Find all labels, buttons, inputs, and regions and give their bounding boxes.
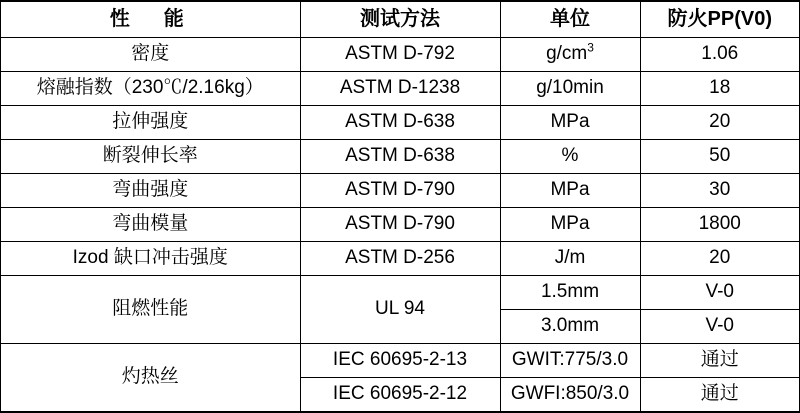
cell-method: ASTM D-638 [300,105,500,139]
cell-property: 弯曲模量 [0,207,300,241]
table-row [0,139,800,173]
cell-method: IEC 60695-2-13 [300,343,500,377]
cell-unit: 1.5mm [500,275,640,309]
cell-property: 断裂伸长率 [0,139,300,173]
cell-value: 1.06 [640,37,800,71]
cell-unit: % [500,139,640,173]
unit-text: g/cm [546,43,588,65]
cell-method: IEC 60695-2-12 [300,377,500,412]
cell-value: 1800 [640,207,800,241]
cell-unit: J/m [500,241,640,275]
header-value: 防火PP(V0) [640,1,800,37]
cell-value: 18 [640,71,800,105]
cell-property: Izod 缺口冲击强度 [0,241,300,275]
cell-method: ASTM D-256 [300,241,500,275]
cell-property: 密度 [0,37,300,71]
cell-method: ASTM D-1238 [300,71,500,105]
cell-value: V-0 [640,275,800,309]
cell-unit: MPa [500,105,640,139]
unit-superscript: 3 [587,40,594,55]
cell-unit: 3.0mm [500,309,640,343]
cell-value: 通过 [640,377,800,412]
cell-method: ASTM D-638 [300,139,500,173]
cell-property-glowwire: 灼热丝 [0,343,300,412]
cell-method: ASTM D-790 [300,173,500,207]
table-row [0,207,800,241]
header-property: 性 能 [0,1,300,37]
cell-property: 熔融指数（230℃/2.16kg） [0,71,300,105]
cell-method: ASTM D-792 [300,37,500,71]
table-header-row [0,1,800,37]
cell-value: 20 [640,105,800,139]
table-row [0,241,800,275]
cell-value: 通过 [640,343,800,377]
table-row [0,173,800,207]
cell-unit: MPa [500,173,640,207]
cell-value: V-0 [640,309,800,343]
cell-value: 30 [640,173,800,207]
cell-value: 50 [640,139,800,173]
table-row [0,37,800,71]
cell-property: 拉伸强度 [0,105,300,139]
table-row [0,71,800,105]
cell-unit: GWIT:775/3.0 [500,343,640,377]
header-unit: 单位 [500,1,640,37]
cell-method: ASTM D-790 [300,207,500,241]
cell-property: 弯曲强度 [0,173,300,207]
cell-unit [500,37,640,71]
cell-unit: MPa [500,207,640,241]
cell-unit: GWFI:850/3.0 [500,377,640,412]
table-row-glowwire-1 [0,343,800,377]
cell-method-flame: UL 94 [300,275,500,343]
cell-property-flame: 阻燃性能 [0,275,300,343]
header-method: 测试方法 [300,1,500,37]
cell-unit: g/10min [500,71,640,105]
table-row-flame-1 [0,275,800,309]
cell-value: 20 [640,241,800,275]
table-row [0,105,800,139]
